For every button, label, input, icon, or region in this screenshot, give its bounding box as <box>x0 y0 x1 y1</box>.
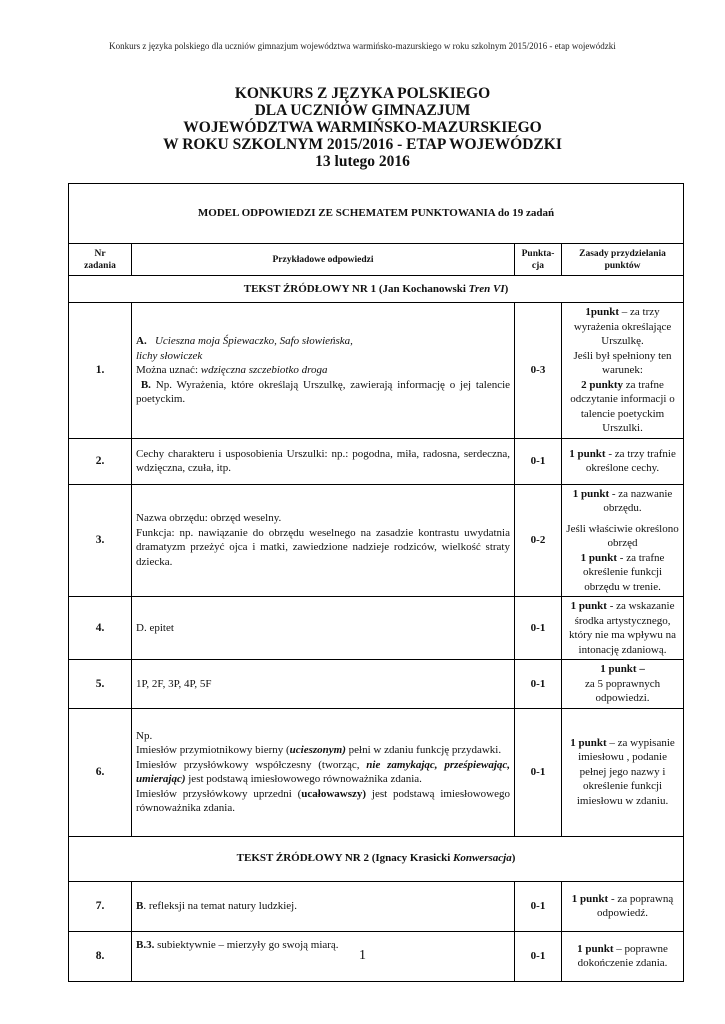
header-text: Nr <box>94 248 106 259</box>
rule-line <box>566 487 679 516</box>
rule-text: – za trzy wyrażenia określające Urszulkę. <box>573 306 672 347</box>
answer-text: subiektywnie – mierzyły go swoją miarą. <box>154 938 339 951</box>
table-banner-row <box>69 184 684 244</box>
rule-text: – za wypisanie imiesłowu , podanie pełnej jego nazwy i określenie funkcji imiesłowu w zdaniu. <box>576 736 675 807</box>
header-points <box>515 244 562 276</box>
rule-bold: 1 punkt <box>570 600 607 612</box>
task-number: 5. <box>69 660 132 709</box>
rule-line <box>566 305 679 349</box>
rule-bold: 1 punkt <box>570 736 607 749</box>
answer-line <box>136 378 510 407</box>
task-number: 2. <box>69 438 132 484</box>
rule-bold: 1 punkt <box>572 487 610 500</box>
rule-bold: 1 punkt <box>577 942 614 955</box>
rule-text: za trafne odczytanie informacji o talencie poetyckim Urszulki. <box>570 378 675 434</box>
header-text: zadania <box>84 260 116 271</box>
header-answers: Przykładowe odpowiedzi <box>132 244 515 276</box>
answer-emphasis: nie zamykając, prześpiewając, umierając) <box>136 758 511 785</box>
answer-cell <box>132 881 515 931</box>
answer-cell <box>132 303 515 439</box>
rule-text: - za trafne określenie funkcji obrzędu w trenie. <box>582 551 665 593</box>
table-row <box>69 484 684 597</box>
table-banner: MODEL ODPOWIEDZI ZE SCHEMATEM PUNKTOWANIA do 19 zadań <box>69 184 684 244</box>
points-cell: 0-1 <box>515 881 562 931</box>
table-row <box>69 881 684 931</box>
answer-text: wdzięczna szczebiotko droga <box>200 364 328 376</box>
answer-cell: 1P, 2F, 3P, 4P, 5F <box>132 660 515 709</box>
rule-bold: 1 punkt <box>571 892 609 905</box>
table-row <box>69 303 684 439</box>
rules-cell <box>562 597 684 660</box>
answer-line <box>136 743 510 758</box>
answer-label: B. <box>140 378 151 391</box>
document-title <box>0 85 725 170</box>
points-cell: 0-2 <box>515 484 562 597</box>
title-line: KONKURS Z JĘZYKA POLSKIEGO <box>234 85 491 102</box>
rule-text: za 5 poprawnych odpowiedzi. <box>584 677 661 704</box>
title-date: 13 lutego 2016 <box>315 153 410 170</box>
rule-bold: 1 punkt <box>569 447 606 460</box>
section-text: TEKST ŹRÓDŁOWY NR 2 (Ignacy Krasicki <box>236 852 454 865</box>
task-number: 1. <box>69 303 132 439</box>
answer-text: Np. <box>136 729 153 742</box>
points-cell: 0-1 <box>515 438 562 484</box>
rule-bold: 2 punkty <box>581 378 623 391</box>
answer-label: B.3. <box>136 938 155 951</box>
table-header-row <box>69 244 684 276</box>
answer-text: Np. Wyrażenia, które określają Urszulkę, zawierają informację o jej talencie poetyckim. <box>136 378 511 405</box>
rules-cell <box>562 660 684 709</box>
title-line: WOJEWÓDZTWA WARMIŃSKO-MAZURSKIEGO <box>183 119 542 136</box>
answer-line <box>136 334 510 349</box>
section-work-title: Tren VI <box>468 282 505 295</box>
page-number: 1 <box>359 948 366 963</box>
answer-label: A. <box>136 335 147 347</box>
header-rules: Zasady przydzielania punktów <box>562 244 684 276</box>
points-cell: 0-3 <box>515 303 562 439</box>
section-title <box>69 276 684 303</box>
answer-text: Nazwa obrzędu: obrzęd weselny. <box>136 512 282 525</box>
answer-label: B <box>136 899 144 912</box>
answer-line <box>136 787 510 816</box>
answer-text: Ucieszna moja Śpiewaczko, Safo słowieńska, <box>154 335 353 347</box>
answer-text: jest podstawą imiesłowowego równoważnika zdania. <box>185 773 422 785</box>
answer-text: lichy słowiczek <box>136 349 203 362</box>
points-cell: 0-1 <box>515 708 562 836</box>
answer-text: Imiesłów przysłówkowy współczesny (tworząc, <box>136 758 367 771</box>
running-head: Konkurs z języka polskiego dla uczniów gimnazjum województwa warmińsko-mazurskiego w roku szkolnym 2015/2016 - etap wojewódzki <box>109 41 616 51</box>
points-cell: 0-1 <box>515 597 562 660</box>
answer-cell <box>132 484 515 597</box>
answer-cell <box>132 708 515 836</box>
answer-line <box>136 363 510 378</box>
header-task-number <box>69 244 132 276</box>
answer-text: jest podstawą imiesłowowego równoważnika zdania. <box>136 787 510 814</box>
section-work-title: Konwersacja <box>453 852 512 865</box>
section-text: TEKST ŹRÓDŁOWY NR 1 (Jan Kochanowski <box>243 282 469 295</box>
section-text: ) <box>504 282 509 295</box>
section-row <box>69 836 684 881</box>
rule-text: - za wskazanie środka artystycznego, który nie ma wpływu na intonację zdaniową. <box>569 600 676 656</box>
task-number: 6. <box>69 708 132 836</box>
task-number: 4. <box>69 597 132 660</box>
header-text: Punkta- <box>521 248 555 259</box>
answer-key-table <box>68 183 684 982</box>
answer-cell: Cechy charakteru i usposobienia Urszulki: np.: pogodna, miła, radosna, serdeczna, wdzięczna, czuła, itp. <box>132 438 515 484</box>
table-row <box>69 660 684 709</box>
rule-bold: 1punkt <box>585 306 620 318</box>
points-cell: 0-1 <box>515 660 562 709</box>
rule-line <box>566 378 679 436</box>
header-text: cja <box>531 260 545 271</box>
title-line: DLA UCZNIÓW GIMNAZJUM <box>254 102 471 119</box>
rule-line <box>566 551 679 595</box>
answer-line <box>136 758 510 787</box>
answer-text: Funkcja: np. nawiązanie do obrzędu weselnego na zasadzie kontrastu uwydatnia dramatyzm przeżyć ojca i matki, zawiedzione nadzieje rodziców, wielkość straty dziecka. <box>136 526 510 568</box>
rule-text: - za trzy trafnie określone cechy. <box>585 447 676 474</box>
rules-cell <box>562 881 684 931</box>
rules-cell <box>562 438 684 484</box>
answer-cell: D. epitet <box>132 597 515 660</box>
answer-text: . refleksji na temat natury ludzkiej. <box>143 899 297 912</box>
answer-text: Imiesłów przymiotnikowy bierny ( <box>136 744 290 756</box>
rule-bold: 1 punkt <box>580 551 618 564</box>
section-text: ) <box>511 852 516 865</box>
rule-bold: 1 punkt – <box>600 663 645 675</box>
table-row <box>69 438 684 484</box>
table-row <box>69 708 684 836</box>
rules-cell <box>562 303 684 439</box>
table-row <box>69 597 684 660</box>
answer-text: Imiesłów przysłówkowy uprzedni ( <box>136 787 302 800</box>
rule-text: – poprawne dokończenie zdania. <box>577 942 668 969</box>
points-cell: 0-1 <box>515 931 562 981</box>
rules-cell <box>562 484 684 597</box>
rule-text: - za poprawną odpowiedź. <box>597 892 674 919</box>
answer-text: pełni w zdaniu funkcję przydawki. <box>345 744 502 756</box>
task-number: 7. <box>69 881 132 931</box>
rule-text: Jeśli właściwie określono obrzęd <box>566 522 679 549</box>
task-number: 8. <box>69 931 132 981</box>
rule-text: - za nazwanie obrzędu. <box>603 487 673 514</box>
answer-emphasis: ucieszonym) <box>289 744 346 756</box>
rule-text: Jeśli był spełniony ten warunek: <box>573 349 672 376</box>
rules-cell <box>562 708 684 836</box>
answer-text: Można uznać: <box>136 364 201 376</box>
section-row <box>69 276 684 303</box>
task-number: 3. <box>69 484 132 597</box>
section-title <box>69 836 684 881</box>
answer-emphasis: ucałowawszy) <box>301 787 367 800</box>
title-line: W ROKU SZKOLNYM 2015/2016 - ETAP WOJEWÓDZKI <box>163 136 562 153</box>
